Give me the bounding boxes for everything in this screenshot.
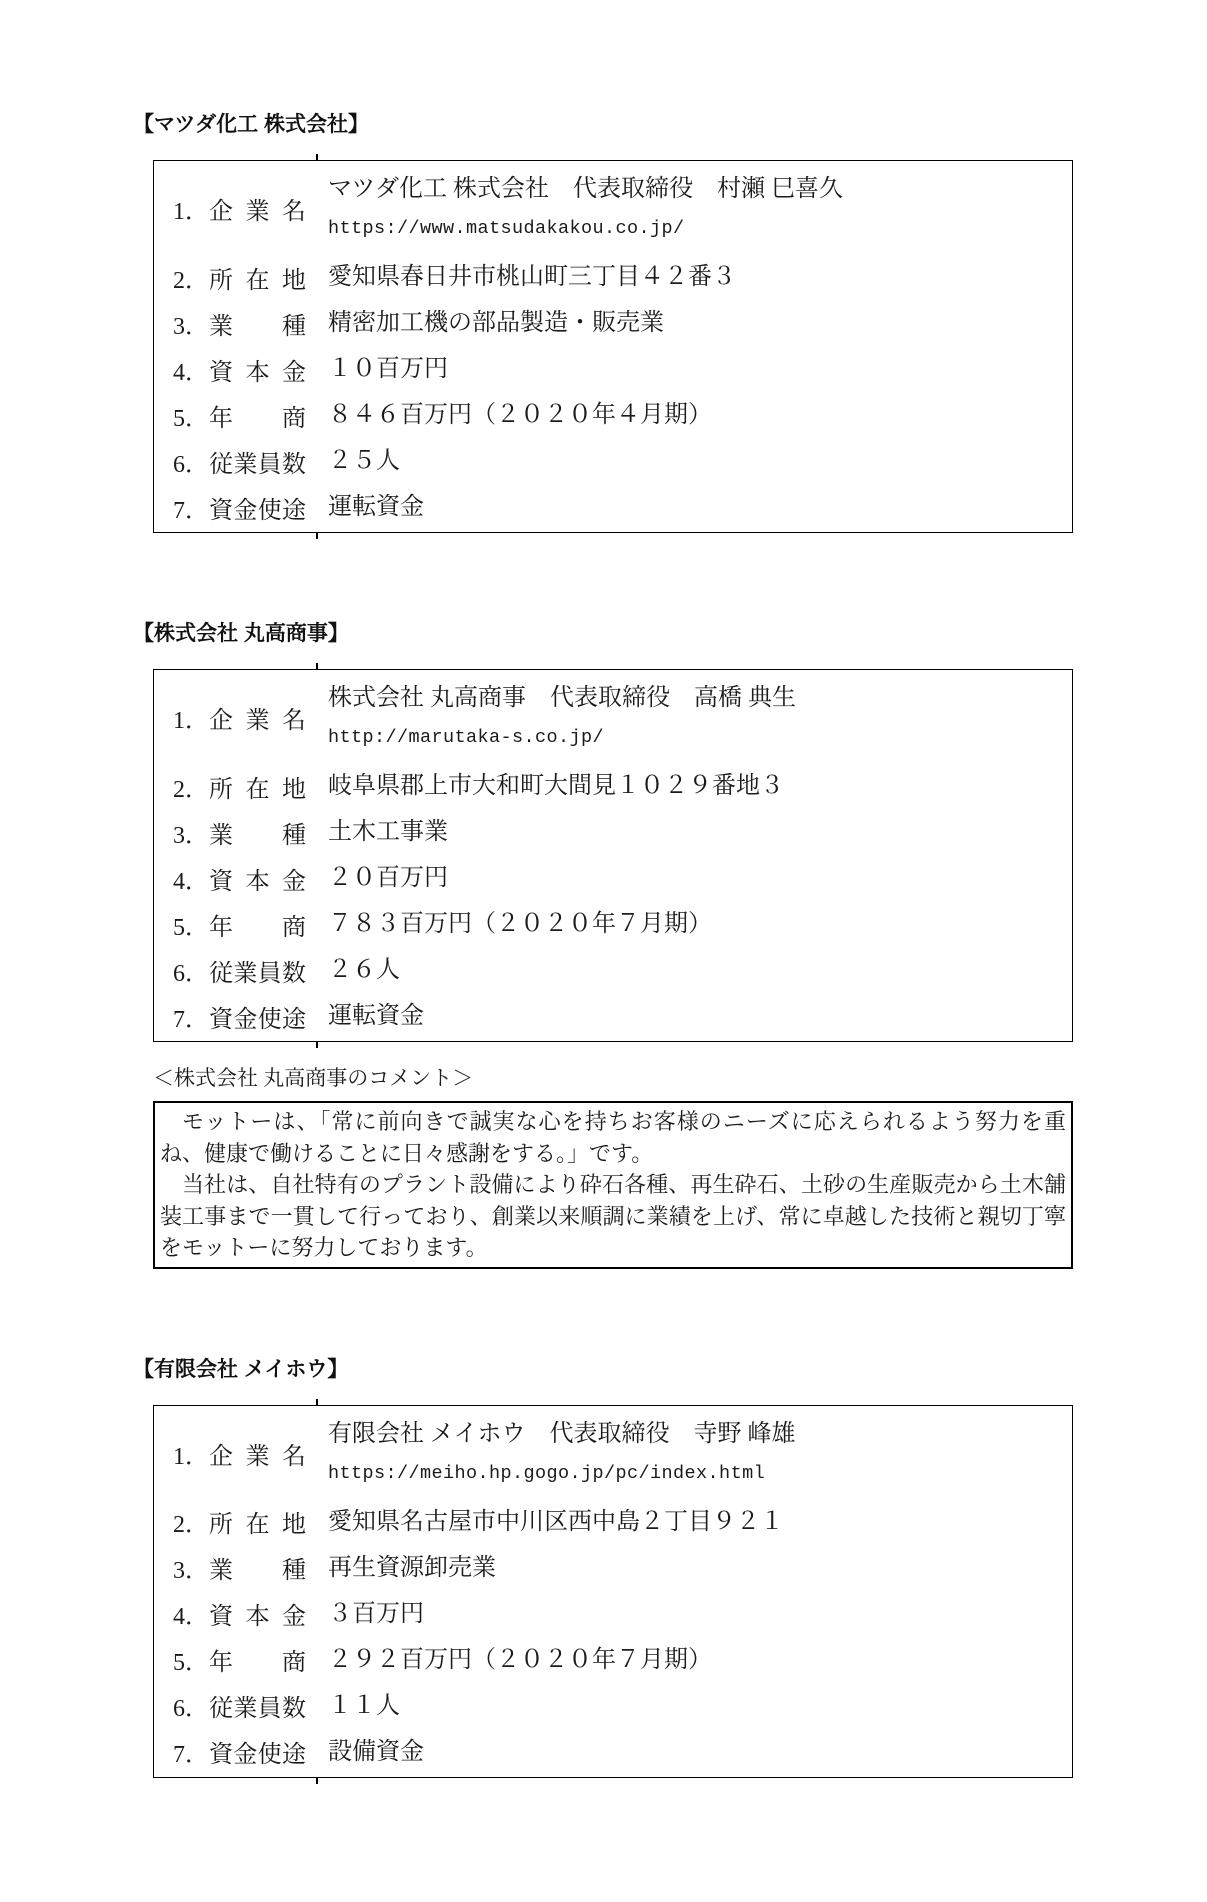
- column-divider-tick-bottom: [316, 1042, 318, 1048]
- row-number: 2．: [173, 1512, 209, 1538]
- table-row-industry: [154, 1545, 1072, 1591]
- table-row-annual-sales: [154, 901, 1072, 947]
- comment-paragraph: 当社は、自社特有のプラント設備により砕石各種、再生砕石、土砂の生産販売から土木舗装工事まで一貫して行っており、創業以来順調に業績を上げ、常に卓越した技術と親切丁寧をモットーに努力しております。: [160, 1172, 1066, 1260]
- row-number: 2．: [173, 267, 209, 294]
- table-row-company-name: [154, 1408, 1072, 1499]
- row-value: 精密加工機の部品製造・販売業: [328, 310, 664, 336]
- row-label-text: 資金使途: [209, 497, 306, 524]
- table-row-address: [154, 1499, 1072, 1545]
- company-heading: 【株式会社 丸高商事】: [133, 622, 349, 645]
- table-row-capital: [154, 346, 1072, 392]
- row-value: 運転資金: [328, 494, 424, 520]
- table-row-use-of-funds: [154, 993, 1072, 1039]
- row-number: 1．: [173, 708, 209, 734]
- row-label: [154, 306, 316, 341]
- row-number: 5．: [173, 914, 209, 941]
- row-number: 4．: [173, 868, 209, 895]
- row-label-text: 業種: [209, 1558, 306, 1584]
- row-number: 1．: [173, 1443, 209, 1470]
- table-row-employees: [154, 438, 1072, 484]
- table-row-annual-sales: [154, 1637, 1072, 1683]
- row-number: 3．: [173, 822, 209, 849]
- row-label-text: 資金使途: [209, 1006, 306, 1033]
- row-value: ２０百万円: [328, 865, 448, 891]
- row-value: 愛知県名古屋市中川区西中島２丁目９２１: [328, 1508, 784, 1535]
- row-label-text: 従業員数: [209, 960, 306, 987]
- row-number: 6．: [173, 960, 209, 987]
- row-label-text: 資本金: [209, 868, 306, 895]
- row-label: [154, 352, 316, 387]
- row-number: 5．: [173, 405, 209, 432]
- row-label-text: 所在地: [209, 776, 306, 803]
- company-info-table: [153, 1405, 1073, 1778]
- row-value: ２６人: [328, 957, 400, 983]
- company-section-meiho: [133, 1353, 1077, 1778]
- table-row-industry: [154, 300, 1072, 346]
- company-heading: 【マツダ化工 株式会社】: [133, 113, 369, 136]
- row-value: [316, 175, 1072, 242]
- row-number: 4．: [173, 1604, 209, 1630]
- row-value: [316, 684, 1072, 751]
- row-label-text: 資本金: [209, 359, 306, 386]
- row-label: [154, 861, 316, 896]
- company-url: http://marutaka-s.co.jp/: [328, 727, 605, 748]
- row-label: [154, 953, 316, 988]
- row-number: 5．: [173, 1650, 209, 1676]
- table-row-annual-sales: [154, 392, 1072, 438]
- table-row-use-of-funds: [154, 1729, 1072, 1775]
- row-label: [154, 907, 316, 942]
- row-label: [154, 260, 316, 295]
- row-value: 運転資金: [328, 1003, 424, 1029]
- row-label: [154, 191, 316, 226]
- row-number: 2．: [173, 776, 209, 803]
- row-label-text: 従業員数: [209, 1696, 306, 1722]
- row-value: ２５人: [328, 448, 400, 474]
- company-heading: 【有限会社 メイホウ】: [133, 1357, 349, 1381]
- row-label: [154, 1688, 316, 1723]
- table-row-address: [154, 254, 1072, 300]
- column-divider-tick-top: [316, 1399, 318, 1405]
- row-value: ２９２百万円（２０２０年７月期）: [328, 1646, 712, 1673]
- table-row-capital: [154, 855, 1072, 901]
- row-label: [154, 999, 316, 1034]
- row-label-text: 資金使途: [209, 1742, 306, 1768]
- row-label: [154, 490, 316, 525]
- comment-section-label: ＜株式会社 丸高商事のコメント＞: [153, 1066, 474, 1090]
- row-value: １０百万円: [328, 356, 448, 382]
- table-row-capital: [154, 1591, 1072, 1637]
- company-url: https://meiho.hp.gogo.jp/pc/index.html: [328, 1462, 766, 1484]
- row-label-text: 年商: [209, 1650, 306, 1676]
- row-label: [154, 444, 316, 479]
- company-name-line: 有限会社 メイホウ 代表取締役 寺野 峰雄: [328, 1420, 796, 1447]
- comment-box: [153, 1101, 1073, 1269]
- row-value: [316, 1420, 1072, 1487]
- row-label-text: 業種: [209, 313, 306, 340]
- row-value: １１人: [328, 1692, 400, 1719]
- company-url: https://www.matsudakakou.co.jp/: [328, 218, 685, 239]
- row-number: 4．: [173, 359, 209, 386]
- row-label-text: 企業名: [209, 708, 306, 734]
- row-label: [154, 1504, 316, 1539]
- row-label: [154, 1596, 316, 1631]
- row-value: 再生資源卸売業: [328, 1554, 496, 1581]
- company-section-matsudakako: [133, 108, 1077, 533]
- row-number: 7．: [173, 1006, 209, 1033]
- row-number: 6．: [173, 451, 209, 478]
- row-label: [154, 769, 316, 804]
- row-number: 3．: [173, 313, 209, 340]
- table-row-employees: [154, 1683, 1072, 1729]
- row-number: 3．: [173, 1558, 209, 1584]
- row-label: [154, 1734, 316, 1769]
- row-label: [154, 1436, 316, 1471]
- row-label: [154, 1642, 316, 1677]
- row-value: 愛知県春日井市桃山町三丁目４２番３: [328, 264, 736, 290]
- row-number: 7．: [173, 497, 209, 524]
- company-name-line: 株式会社 丸高商事 代表取締役 高橋 典生: [328, 685, 796, 711]
- column-divider-tick-top: [316, 663, 318, 669]
- row-number: 7．: [173, 1742, 209, 1768]
- row-value: ７８３百万円（２０２０年７月期）: [328, 911, 712, 937]
- row-value: 設備資金: [328, 1738, 424, 1765]
- table-row-company-name: [154, 163, 1072, 254]
- table-row-employees: [154, 947, 1072, 993]
- row-label: [154, 815, 316, 850]
- table-row-industry: [154, 809, 1072, 855]
- company-info-table: [153, 669, 1073, 1042]
- table-row-use-of-funds: [154, 484, 1072, 530]
- row-label-text: 年商: [209, 914, 306, 941]
- column-divider-tick-bottom: [316, 1778, 318, 1784]
- document-page: [133, 108, 1077, 1778]
- row-label: [154, 1550, 316, 1585]
- row-value: 土木工事業: [328, 819, 448, 845]
- row-label: [154, 700, 316, 735]
- row-label-text: 業種: [209, 822, 306, 849]
- row-value: ３百万円: [328, 1600, 424, 1627]
- row-label-text: 従業員数: [209, 451, 306, 478]
- row-number: 1．: [173, 199, 209, 225]
- column-divider-tick-top: [316, 154, 318, 160]
- row-value: ８４６百万円（２０２０年４月期）: [328, 402, 712, 428]
- column-divider-tick-bottom: [316, 533, 318, 539]
- table-row-company-name: [154, 672, 1072, 763]
- table-row-address: [154, 763, 1072, 809]
- row-value: 岐阜県郡上市大和町大間見１０２９番地３: [328, 773, 784, 799]
- row-label-text: 年商: [209, 405, 306, 432]
- company-info-table: [153, 160, 1073, 533]
- company-section-marutaka: [133, 617, 1077, 1269]
- row-label-text: 企業名: [209, 199, 306, 225]
- row-label-text: 所在地: [209, 1512, 306, 1538]
- row-label-text: 所在地: [209, 267, 306, 294]
- row-label-text: 資本金: [209, 1604, 306, 1630]
- comment-paragraph: モットーは、「常に前向きで誠実な心を持ちお客様のニーズに応えられるよう努力を重ね、健康で働けることに日々感謝をする。」です。: [160, 1109, 1066, 1166]
- row-number: 6．: [173, 1696, 209, 1722]
- row-label-text: 企業名: [209, 1443, 306, 1470]
- row-label: [154, 398, 316, 433]
- company-name-line: マツダ化工 株式会社 代表取締役 村瀬 巳喜久: [328, 176, 844, 202]
